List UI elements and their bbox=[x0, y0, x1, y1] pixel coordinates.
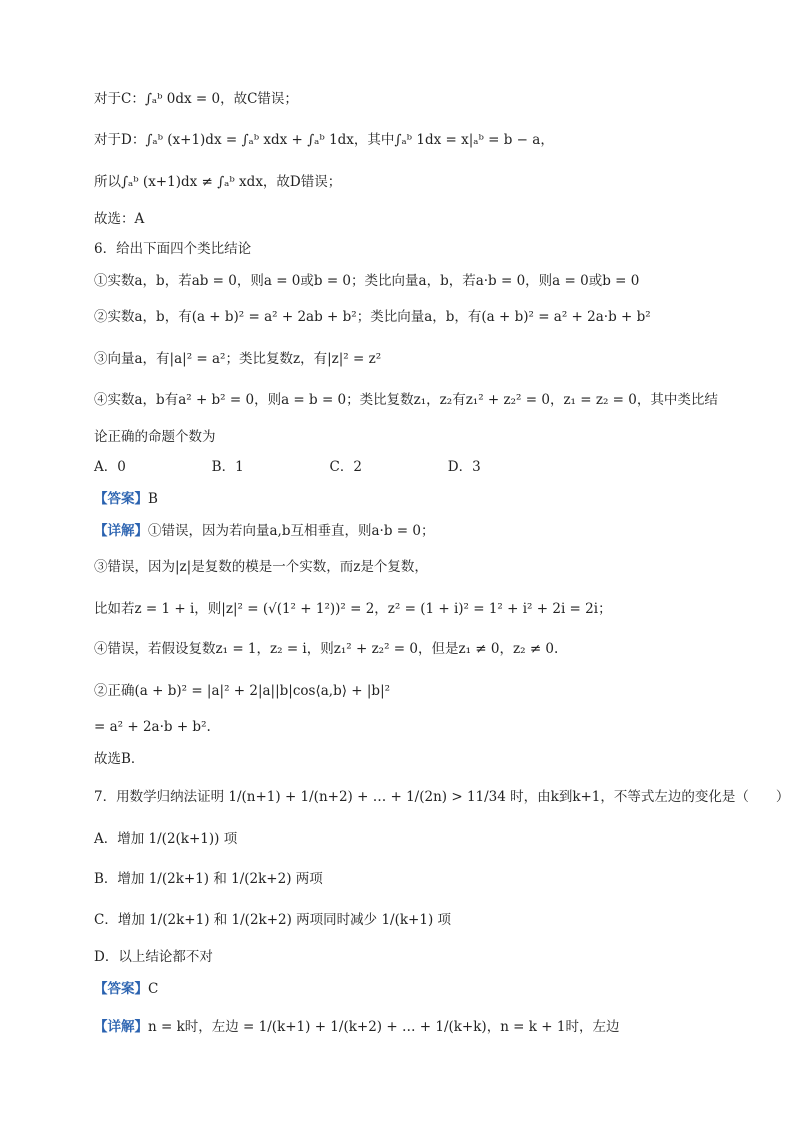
text-line: 比如若z = 1 + i，则|z|² = (√(1² + 1²))² = 2，z² = (1 + i)² = 1² + i² + 2i = 2i； bbox=[94, 601, 612, 617]
answer-line: 【答案】C bbox=[94, 981, 159, 997]
question-title: 6．给出下面四个类比结论 bbox=[94, 241, 252, 257]
explanation-label: 【详解】 bbox=[94, 1019, 148, 1035]
choice-option: C．增加 1/(2k+1) 和 1/(2k+2) 两项同时减少 1/(k+1) 项 bbox=[94, 912, 452, 928]
text-line: 对于D：∫ₐᵇ (x+1)dx = ∫ₐᵇ xdx + ∫ₐᵇ 1dx，其中∫ₐᵇ 1dx = x|ₐᵇ = b − a， bbox=[94, 132, 554, 148]
explanation-label: 【详解】 bbox=[94, 523, 148, 539]
text-line: ③错误，因为|z|是复数的模是一个实数，而z是个复数， bbox=[94, 559, 428, 575]
choice-options: A．0 B．1 C．2 D．3 bbox=[94, 459, 481, 475]
text-line: ②实数a，b，有(a + b)² = a² + 2ab + b²；类比向量a，b，有(a + b)² = a² + 2a·b + b² bbox=[94, 309, 651, 325]
text-line: 所以∫ₐᵇ (x+1)dx ≠ ∫ₐᵇ xdx，故D错误； bbox=[94, 174, 342, 190]
question-title: 7．用数学归纳法证明 1/(n+1) + 1/(n+2) + … + 1/(2n) > 11/34 时，由k到k+1，不等式左边的变化是（ ） bbox=[94, 789, 790, 805]
text-line: ③向量a，有|a|² = a²；类比复数z，有|z|² = z² bbox=[94, 351, 382, 367]
text-line: = a² + 2a·b + b². bbox=[94, 719, 211, 735]
choice-option: B．增加 1/(2k+1) 和 1/(2k+2) 两项 bbox=[94, 871, 323, 887]
explanation-line: 【详解】①错误，因为若向量a,b互相垂直，则a·b = 0； bbox=[94, 523, 435, 539]
answer-line: 【答案】B bbox=[94, 491, 158, 507]
text-line: 故选B． bbox=[94, 751, 145, 767]
text-line: ④实数a，b有a² + b² = 0，则a = b = 0；类比复数z₁，z₂有z₁² + z₂² = 0，z₁ = z₂ = 0，其中类比结 bbox=[94, 392, 718, 408]
text-line: ①实数a，b，若ab = 0，则a = 0或b = 0；类比向量a，b，若a·b = 0，则a = 0或b = 0 bbox=[94, 273, 640, 289]
answer-label: 【答案】 bbox=[94, 491, 148, 507]
explanation-line: 【详解】n = k时，左边 = 1/(k+1) + 1/(k+2) + … + 1/(k+k)，n = k + 1时，左边 bbox=[94, 1019, 620, 1035]
text-line: 故选：A bbox=[94, 211, 145, 227]
text-line: 对于C：∫ₐᵇ 0dx = 0，故C错误； bbox=[94, 91, 298, 107]
answer-label: 【答案】 bbox=[94, 981, 148, 997]
choice-option: A．增加 1/(2(k+1)) 项 bbox=[94, 831, 238, 847]
text-line: ②正确(a + b)² = |a|² + 2|a||b|cos⟨a,b⟩ + |b|² bbox=[94, 683, 391, 699]
text-line: 论正确的命题个数为 bbox=[94, 429, 216, 445]
choice-option: D．以上结论都不对 bbox=[94, 949, 213, 965]
text-line: ④错误，若假设复数z₁ = 1，z₂ = i，则z₁² + z₂² = 0，但是z₁ ≠ 0，z₂ ≠ 0. bbox=[94, 641, 559, 657]
